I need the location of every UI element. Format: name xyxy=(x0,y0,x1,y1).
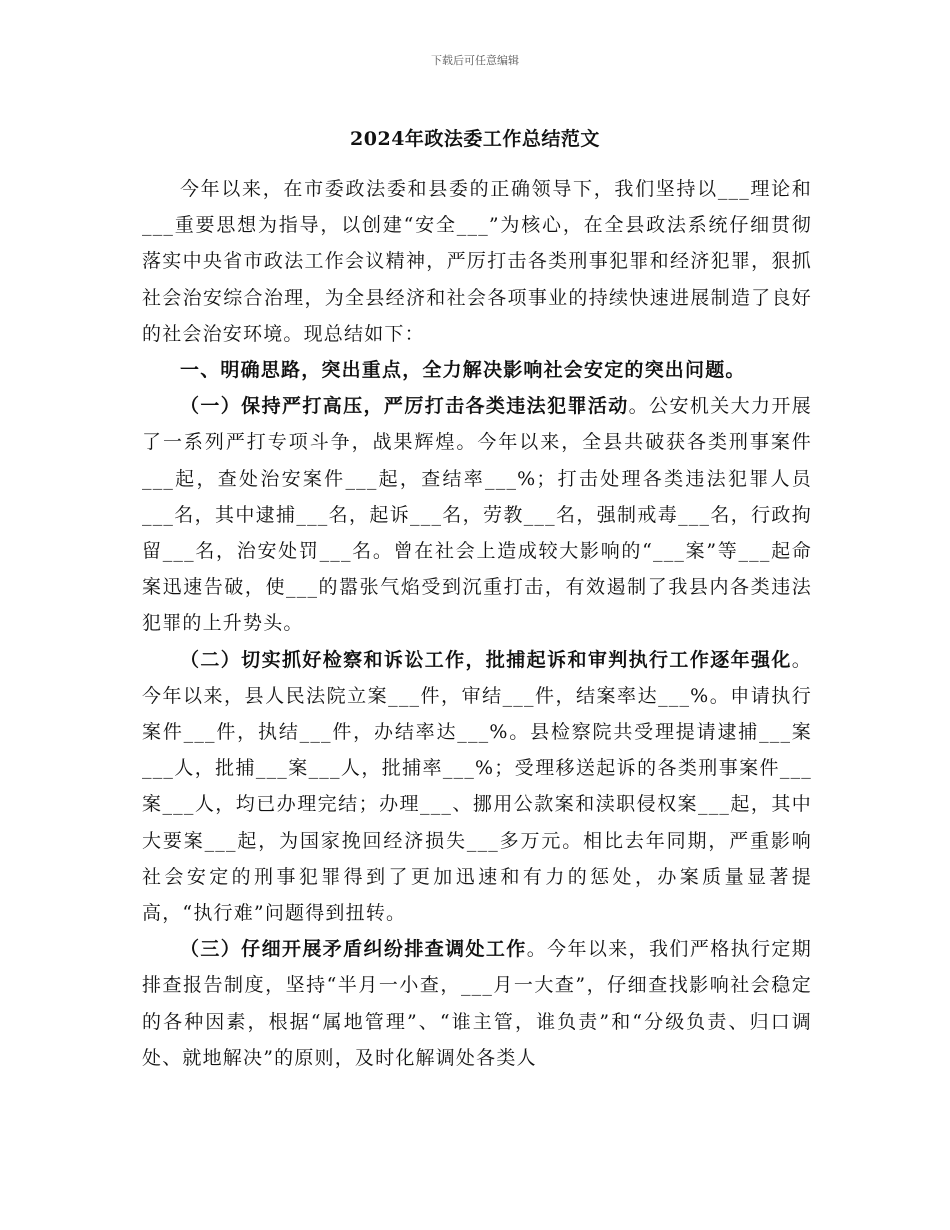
paragraph-procuratorate xyxy=(142,642,812,932)
header-note: 下载后可任意编辑 xyxy=(431,54,519,67)
subheading-3: （三）仔细开展矛盾纠纷排查调处工作 xyxy=(180,938,527,961)
paragraph-text-1: 。公安机关大力开展了一系列严打专项斗争，战果辉煌。今年以来，全县共破获各类刑事案件___起，查处治安案件___起，查结率___%；打击处理各类违法犯罪人员___名，其中逮捕___名，起诉___名，劳教___名，强制戒毒___名，行政拘留___名，治安处罚___名。曾在社会上造成较大影响的“___案”等___起命案迅速告破，使___的嚣张气焰受到沉重打击，有效遏制了我县内各类违法犯罪的上升势头。 xyxy=(142,395,812,635)
document-body xyxy=(142,171,812,1076)
paragraph-text-2: 。今年以来，县人民法院立案___件，审结___件，结案率达___%。申请执行案件___件，执结___件，办结率达___%。县检察院共受理提请逮捕___案___人，批捕___案___人，批捕率___%；受理移送起诉的各类刑事案件___案___人，均已办理完结；办理___、挪用公款案和渎职侵权案___起，其中大要案___起，为国家挽回经济损失___多万元。相比去年同期，严重影响社会安定的刑事犯罪得到了更加迅速和有力的惩处，办案质量显著提高，“执行难”问题得到扭转。 xyxy=(142,648,812,925)
document-title: 2024年政法委工作总结范文 xyxy=(350,128,600,150)
paragraph-strike-hard xyxy=(142,388,812,641)
paragraph-dispute-mediation xyxy=(142,931,812,1076)
subheading-1: （一）保持严打高压，严厉打击各类违法犯罪活动 xyxy=(180,395,629,418)
intro-paragraph: 今年以来，在市委政法委和县委的正确领导下，我们坚持以___理论和___重要思想为指导，以创建“安全___”为核心，在全县政法系统仔细贯彻落实中央省市政法工作会议精神，严厉打击各类刑事犯罪和经济犯罪，狠抓社会治安综合治理，为全县经济和社会各项事业的持续快速进展制造了良好的社会治安环境。现总结如下： xyxy=(142,178,812,345)
section-heading-1: 一、明确思路，突出重点，全力解决影响社会安定的突出问题。 xyxy=(180,359,746,382)
paragraph-text-3: 。今年以来，我们严格执行定期排查报告制度，坚持“半月一小查，___月一大查”，仔细查找影响社会稳定的各种因素，根据“属地管理”、“谁主管，谁负责”和“分级负责、归口调处、就地解决”的原则，及时化解调处各类人 xyxy=(142,938,812,1069)
subheading-2: （二）切实抓好检察和诉讼工作，批捕起诉和审判执行工作逐年强化 xyxy=(180,648,792,671)
